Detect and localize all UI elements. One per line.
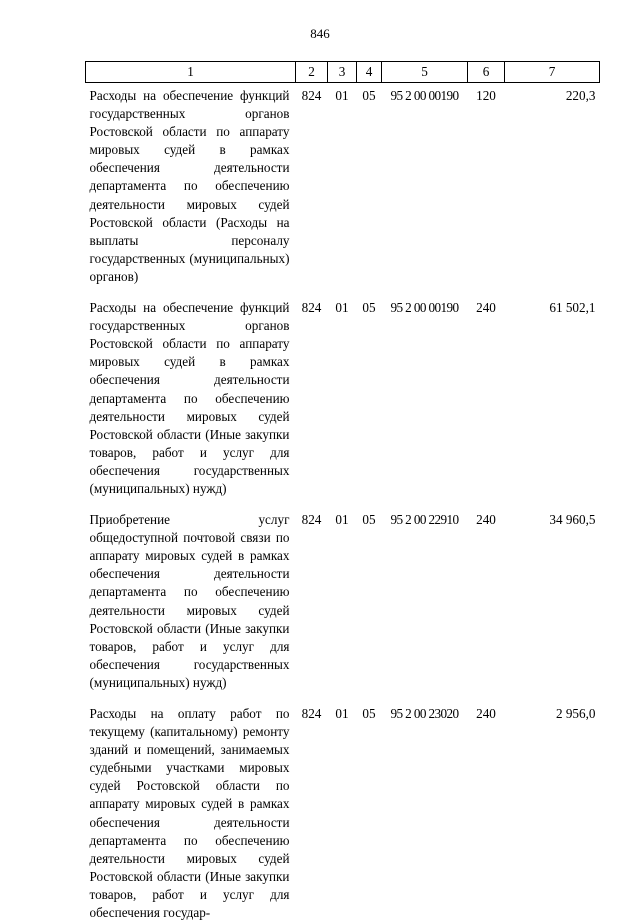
column-number-header-row bbox=[86, 62, 600, 83]
row-expense-type: 240 bbox=[476, 706, 496, 721]
table-row bbox=[86, 286, 600, 498]
row-name: Расходы на обеспечение функций государственных органов Ростовской области по аппарату мировых судей в рамках обеспечения деятельности департамента по обеспечению деятельности мировых судей Ростовской области (Расходы на выплаты персоналу государственных (муниципальных) органов) bbox=[89, 88, 290, 284]
column-header-3: 3 bbox=[328, 62, 357, 83]
table-row bbox=[86, 498, 600, 692]
row-section-code: 01 bbox=[335, 300, 349, 316]
row-expense-type: 240 bbox=[476, 300, 496, 316]
row-section-code: 01 bbox=[335, 88, 349, 103]
column-header-6: 6 bbox=[468, 62, 505, 83]
row-amount: 220,3 bbox=[565, 88, 596, 103]
table-row bbox=[86, 83, 600, 287]
row-amount: 34 960,5 bbox=[549, 512, 596, 528]
row-amount: 2 956,0 bbox=[555, 706, 596, 721]
row-name: Расходы на обеспечение функций государственных органов Ростовской области по аппарату мировых судей в рамках обеспечения деятельности департамента по обеспечению деятельности мировых судей Ростовской области (Иные закупки товаров, работ и услуг для обеспечения государственных (муниципальных) нужд) bbox=[89, 300, 290, 496]
row-ministry-code: 824 bbox=[301, 300, 322, 316]
row-target-article: 95 2 00 00190 bbox=[390, 300, 459, 316]
column-header-2: 2 bbox=[296, 62, 328, 83]
row-subsection-code: 05 bbox=[362, 88, 376, 103]
row-ministry-code: 824 bbox=[301, 512, 322, 528]
row-subsection-code: 05 bbox=[362, 706, 376, 721]
row-expense-type: 120 bbox=[476, 88, 496, 103]
row-subsection-code: 05 bbox=[362, 512, 376, 528]
row-expense-type: 240 bbox=[476, 512, 496, 528]
row-name: Приобретение услуг общедоступной почтовой связи по аппарату мировых судей в рамках обеспечения деятельности департамента по обеспечению деятельности мировых судей Ростовской области (Иные закупки товаров, работ и услуг для обеспечения государственных (муниципальных) нужд) bbox=[89, 512, 290, 690]
row-subsection-code: 05 bbox=[362, 300, 376, 316]
budget-table bbox=[85, 61, 600, 922]
row-section-code: 01 bbox=[335, 512, 349, 528]
row-target-article: 95 2 00 00190 bbox=[390, 88, 459, 103]
row-amount: 61 502,1 bbox=[549, 300, 596, 316]
table-row bbox=[86, 692, 600, 922]
page-number: 846 bbox=[310, 26, 330, 41]
row-ministry-code: 824 bbox=[301, 706, 322, 721]
column-header-7: 7 bbox=[505, 62, 600, 83]
row-ministry-code: 824 bbox=[301, 88, 322, 103]
row-section-code: 01 bbox=[335, 706, 349, 721]
row-name: Расходы на оплату работ по текущему (капитальному) ремонту зданий и помещений, занимаемых судебными участками мировых судей Ростовской области по аппарату мировых судей в рамках обеспечения деятельности департамента по обеспечению деятельности мировых судей Ростовской области (Иные закупки товаров, работ и услуг для обеспечения государ- bbox=[89, 706, 290, 921]
row-target-article: 95 2 00 23020 bbox=[390, 706, 459, 721]
column-header-1: 1 bbox=[86, 62, 296, 83]
column-header-5: 5 bbox=[382, 62, 468, 83]
row-target-article: 95 2 00 22910 bbox=[390, 512, 459, 528]
column-header-4: 4 bbox=[357, 62, 382, 83]
